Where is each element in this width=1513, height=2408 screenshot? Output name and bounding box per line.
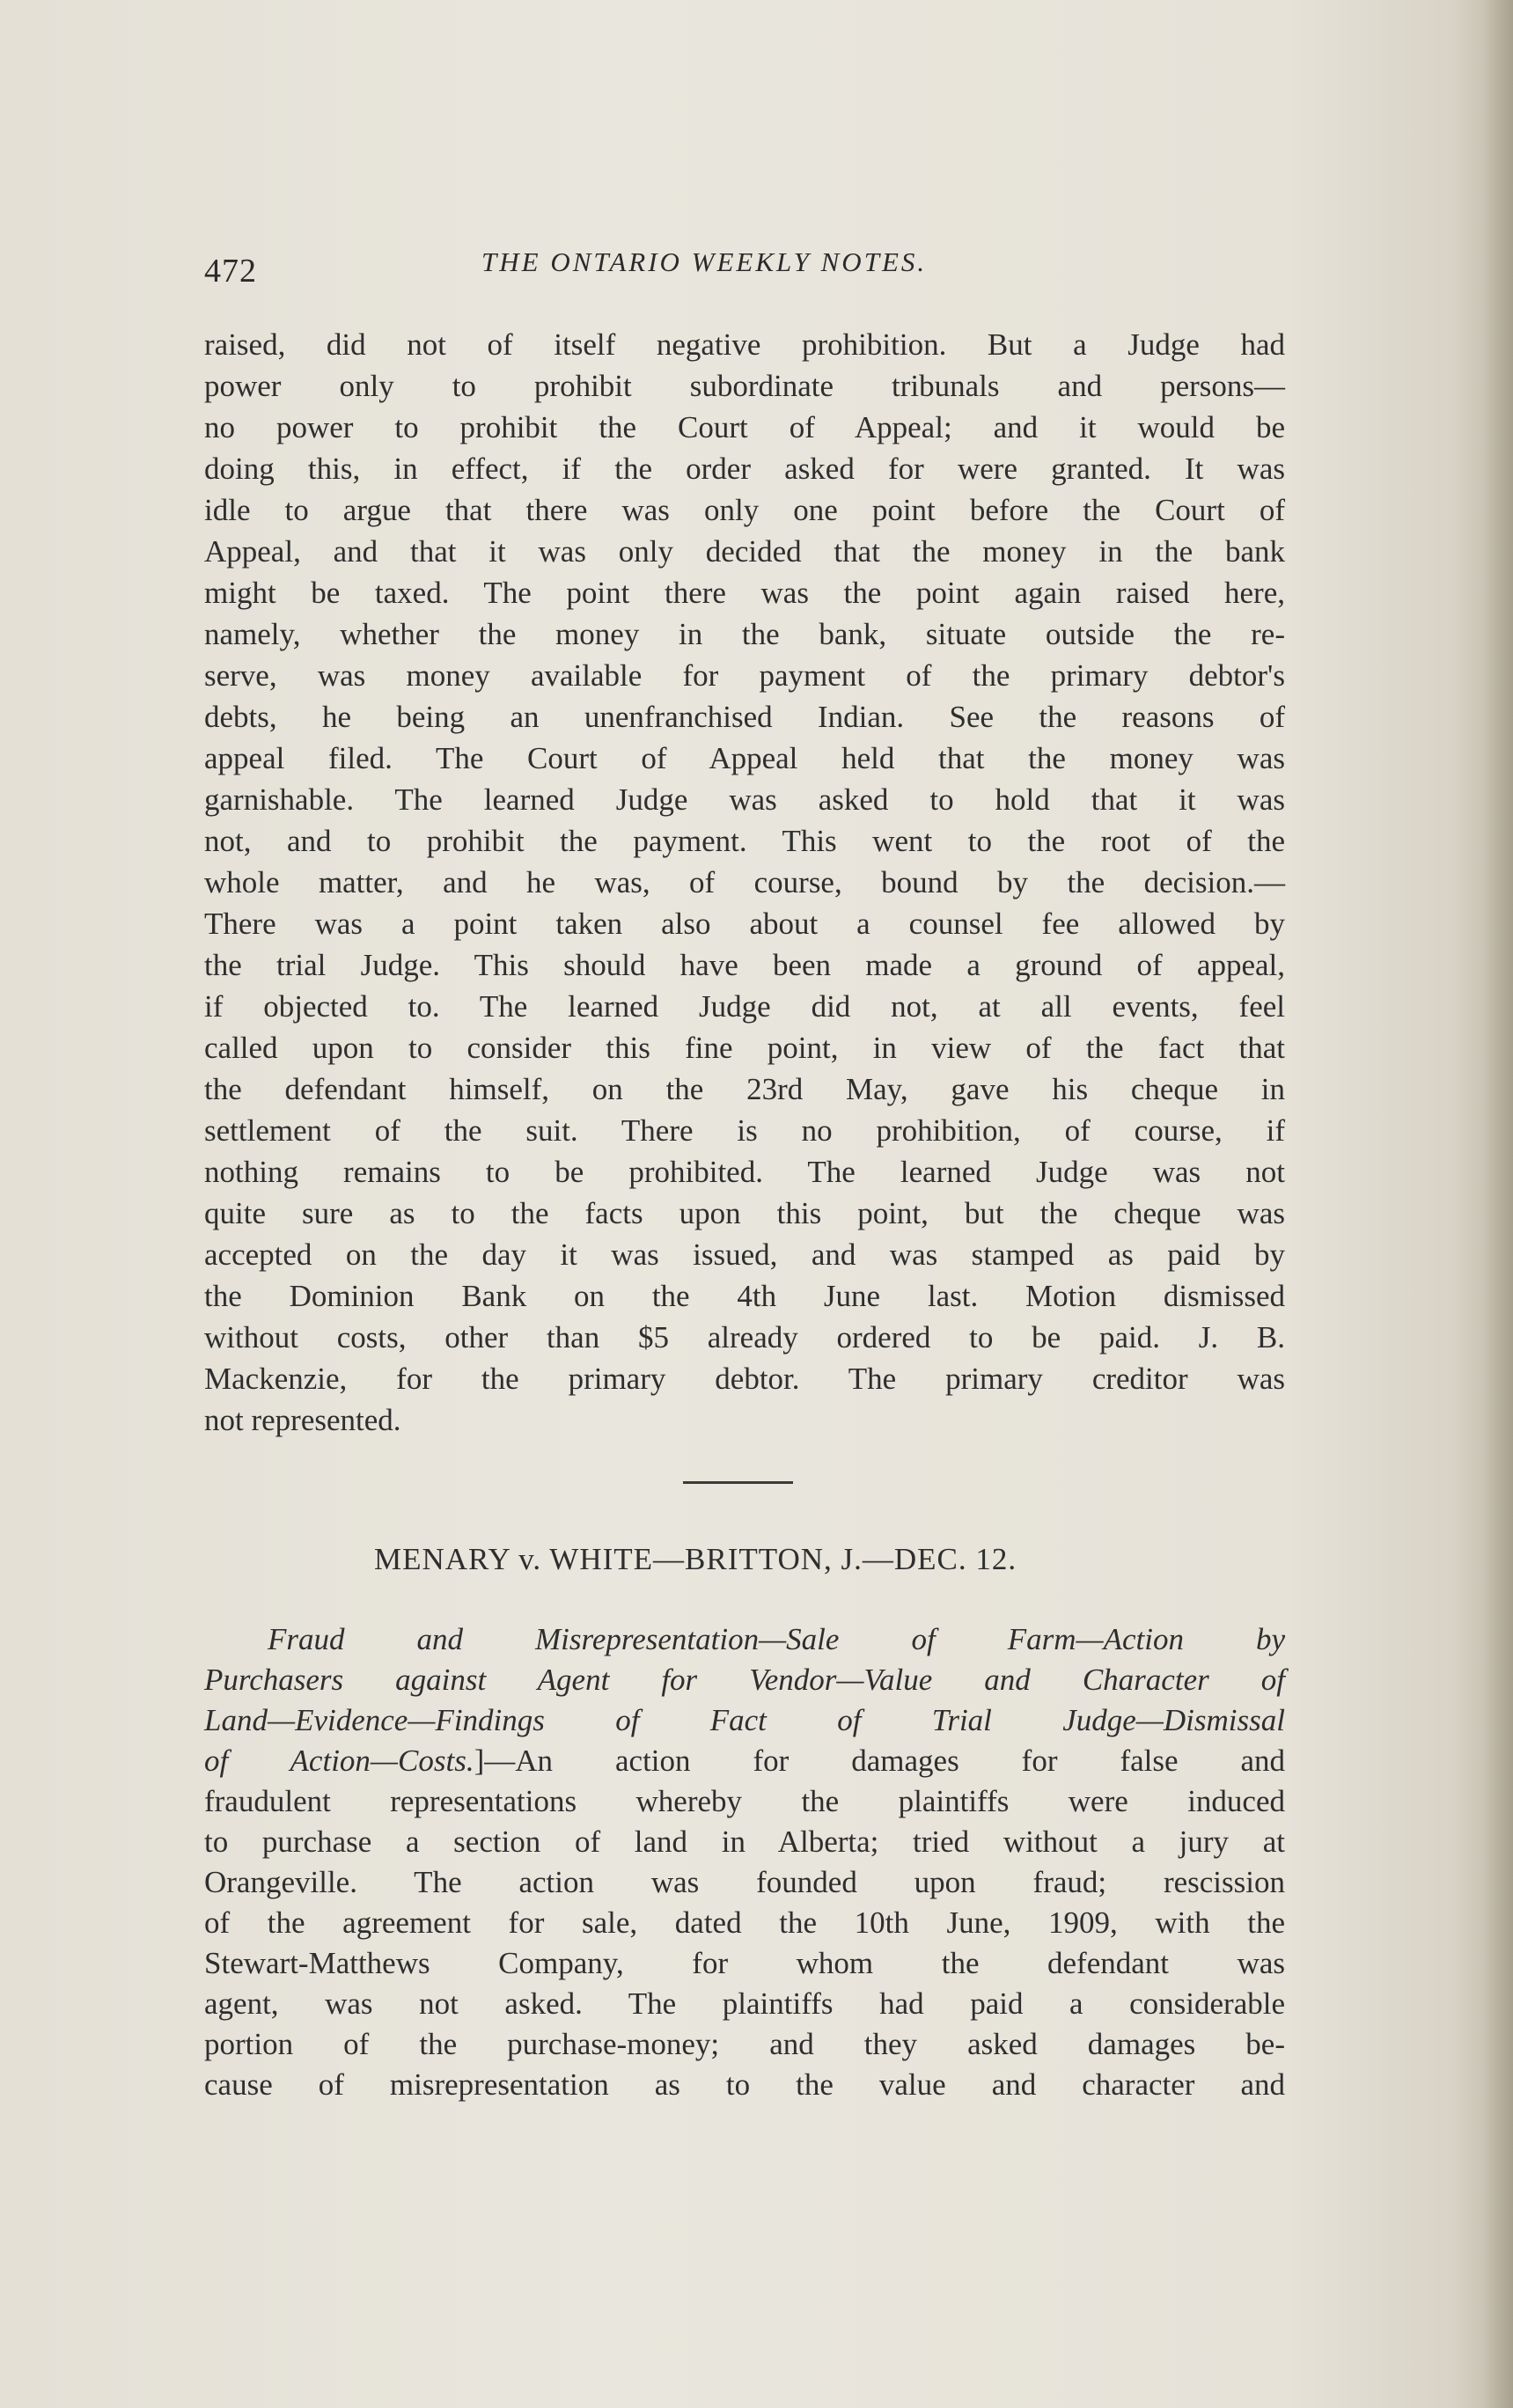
case-headnote xyxy=(204,1619,1285,2105)
page-header xyxy=(204,246,1287,290)
headnote-line: Fraud and Misrepresentation—Sale of Farm—Action by xyxy=(268,1622,1285,1656)
headnote-line xyxy=(204,1741,1285,1781)
section-divider xyxy=(683,1481,793,1484)
body-line: nothing remains to be prohibited. The learned Judge was not xyxy=(204,1155,1285,1189)
body-line: There was a point taken also about a counsel fee allowed by xyxy=(204,907,1285,941)
body-line: not, and to prohibit the payment. This went to the root of the xyxy=(204,824,1285,858)
body-line: Appeal, and that it was only decided that the money in the bank xyxy=(204,534,1285,569)
body-line: if objected to. The learned Judge did not, at all events, feel xyxy=(204,989,1285,1024)
page-spine-shadow xyxy=(1483,0,1513,2408)
body-line: appeal filed. The Court of Appeal held that the money was xyxy=(204,741,1285,775)
body-line: settlement of the suit. There is no prohibition, of course, if xyxy=(204,1113,1285,1148)
body-line: the trial Judge. This should have been made a ground of appeal, xyxy=(204,948,1285,982)
body-line: not represented. xyxy=(204,1403,401,1437)
body-line: without costs, other than $5 already ordered to be paid. J. B. xyxy=(204,1320,1285,1354)
body-line: the defendant himself, on the 23rd May, gave his cheque in xyxy=(204,1072,1285,1106)
body-line: the Dominion Bank on the 4th June last. Motion dismissed xyxy=(204,1279,1285,1313)
headnote-line: agent, was not asked. The plaintiffs had paid a considerable xyxy=(204,1986,1285,2021)
body-line: garnishable. The learned Judge was asked to hold that it was xyxy=(204,782,1285,817)
body-line: accepted on the day it was issued, and was stamped as paid by xyxy=(204,1237,1285,1272)
body-line: called upon to consider this fine point, in view of the fact that xyxy=(204,1031,1285,1065)
headnote-plain-segment: ]—An action for damages for false and xyxy=(474,1744,1286,1778)
body-line: might be taxed. The point there was the point again raised here, xyxy=(204,576,1285,610)
headnote-line: to purchase a section of land in Alberta; tried without a jury at xyxy=(204,1824,1285,1859)
headnote-line: Orangeville. The action was founded upon fraud; rescission xyxy=(204,1865,1285,1899)
body-line: raised, did not of itself negative prohibition. But a Judge had xyxy=(204,327,1285,362)
page-number: 472 xyxy=(204,253,257,290)
body-line: Mackenzie, for the primary debtor. The primary creditor was xyxy=(204,1362,1285,1396)
body-line: power only to prohibit subordinate tribunals and persons— xyxy=(204,369,1285,403)
headnote-line: portion of the purchase-money; and they asked damages be- xyxy=(204,2027,1285,2061)
running-head: THE ONTARIO WEEKLY NOTES. xyxy=(481,246,928,277)
body-line: quite sure as to the facts upon this point, but the cheque was xyxy=(204,1196,1285,1230)
headnote-line: Stewart-Matthews Company, for whom the defendant was xyxy=(204,1946,1285,1980)
body-line: doing this, in effect, if the order asked for were granted. It was xyxy=(204,452,1285,486)
body-line: no power to prohibit the Court of Appeal; and it would be xyxy=(204,410,1285,444)
headnote-line: of the agreement for sale, dated the 10th June, 1909, with the xyxy=(204,1905,1285,1940)
case-title: MENARY v. WHITE—BRITTON, J.—DEC. 12. xyxy=(374,1542,1017,1576)
body-line: serve, was money available for payment of the primary debtor's xyxy=(204,658,1285,693)
body-line: namely, whether the money in the bank, situate outside the re- xyxy=(204,617,1285,651)
headnote-italic-segment: of Action—Costs. xyxy=(204,1744,474,1778)
body-line: debts, he being an unenfranchised Indian. See the reasons of xyxy=(204,700,1285,734)
body-line: idle to argue that there was only one point before the Court of xyxy=(204,493,1285,527)
body-line: whole matter, and he was, of course, bound by the decision.— xyxy=(204,865,1285,899)
headnote-line: fraudulent representations whereby the plaintiffs were induced xyxy=(204,1784,1285,1818)
headnote-line: Purchasers against Agent for Vendor—Value and Character of xyxy=(204,1663,1285,1697)
body-paragraph xyxy=(204,324,1285,1441)
headnote-line: Land—Evidence—Findings of Fact of Trial Judge—Dismissal xyxy=(204,1703,1285,1737)
headnote-line: cause of misrepresentation as to the value and character and xyxy=(204,2067,1285,2102)
